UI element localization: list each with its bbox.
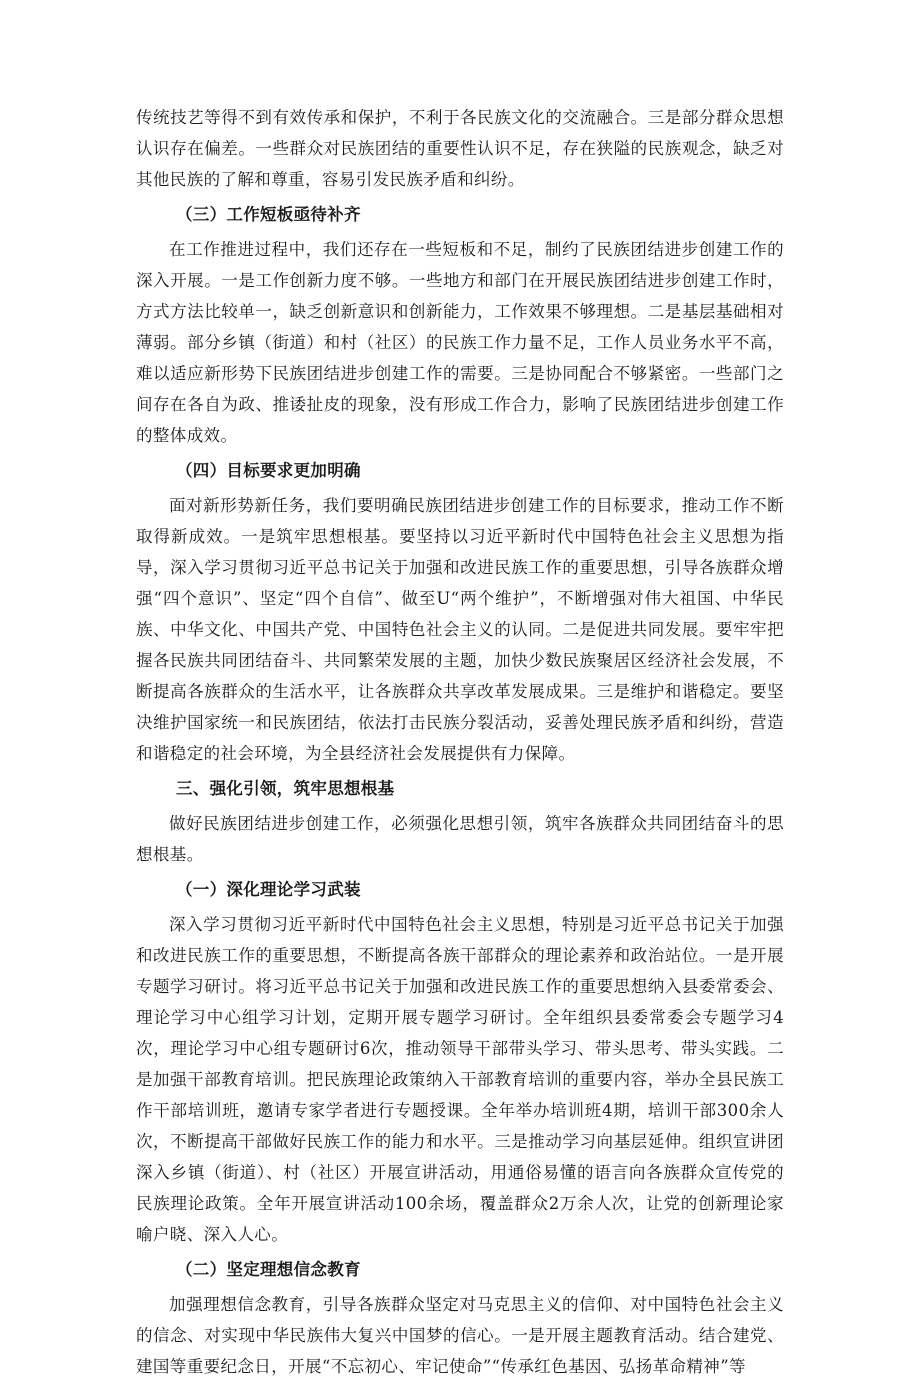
document-body bbox=[136, 102, 784, 1382]
paragraph: 加强理想信念教育，引导各族群众坚定对马克思主义的信仰、对中国特色社会主义的信念、对实现中华民族伟大复兴中国梦的信心。一是开展主题教育活动。结合建党、建国等重要纪念日，开展“不忘初心、牢记使命”“传承红色基因、弘扬革命精神”等 bbox=[136, 1295, 784, 1376]
section-heading: （二）坚定理想信念教育 bbox=[176, 1260, 361, 1279]
paragraph: 在工作推进过程中，我们还存在一些短板和不足，制约了民族团结进步创建工作的深入开展。一是工作创新力度不够。一些地方和部门在开展民族团结进步创建工作时，方式方法比较单一，缺乏创新意识和创新能力，工作效果不够理想。二是基层基础相对薄弱。部分乡镇（街道）和村（社区）的民族工作力量不足，工作人员业务水平不高，难以适应新形势下民族团结进步创建工作的需要。三是协同配合不够紧密。一些部门之间存在各自为政、推诿扯皮的现象，没有形成工作合力，影响了民族团结进步创建工作的整体成效。 bbox=[136, 240, 784, 445]
paragraph: 面对新形势新任务，我们要明确民族团结进步创建工作的目标要求，推动工作不断取得新成效。一是筑牢思想根基。要坚持以习近平新时代中国特色社会主义思想为指导，深入学习贯彻习近平总书记关于加强和改进民族工作的重要思想，引导各族群众增强“四个意识”、坚定“四个自信”、做至U“两个维护”，不断增强对伟大祖国、中华民族、中华文化、中国共产党、中国特色社会主义的认同。二是促进共同发展。要牢牢把握各民族共同团结奋斗、共同繁荣发展的主题，加快少数民族聚居区经济社会发展，不断提高各族群众的生活水平，让各族群众共享改革发展成果。三是维护和谐稳定。要坚决维护国家统一和民族团结，依法打击民族分裂活动，妥善处理民族矛盾和纠纷，营造和谐稳定的社会环境，为全县经济社会发展提供有力保障。 bbox=[136, 496, 784, 763]
paragraph: 深入学习贯彻习近平新时代中国特色社会主义思想，特别是习近平总书记关于加强和改进民族工作的重要思想，不断提高各族干部群众的理论素养和政治站位。一是开展专题学习研讨。将习近平总书记关于加强和改进民族工作的重要思想纳入县委常委会、理论学习中心组学习计划，定期开展专题学习研讨。全年组织县委常委会专题学习4次，理论学习中心组专题研讨6次，推动领导干部带头学习、带头思考、带头实践。二是加强干部教育培训。把民族理论政策纳入干部教育培训的重要内容，举办全县民族工作干部培训班，邀请专家学者进行专题授课。全年举办培训班4期，培训干部300余人次，不断提高干部做好民族工作的能力和水平。三是推动学习向基层延伸。组织宣讲团深入乡镇（街道）、村（社区）开展宣讲活动，用通俗易懂的语言向各族群众宣传党的民族理论政策。全年开展宣讲活动100余场，覆盖群众2万余人次，让党的创新理论家喻户晓、深入人心。 bbox=[136, 915, 784, 1244]
chapter-heading: 三、强化引领，筑牢思想根基 bbox=[176, 779, 395, 798]
section-heading: （四）目标要求更加明确 bbox=[176, 461, 361, 480]
section-heading: （一）深化理论学习武装 bbox=[176, 880, 361, 899]
paragraph: 做好民族团结进步创建工作，必须强化思想引领，筑牢各族群众共同团结奋斗的思想根基。 bbox=[136, 814, 784, 864]
section-heading: （三）工作短板亟待补齐 bbox=[176, 205, 361, 224]
paragraph: 传统技艺等得不到有效传承和保护，不利于各民族文化的交流融合。三是部分群众思想认识存在偏差。一些群众对民族团结的重要性认识不足，存在狭隘的民族观念，缺乏对其他民族的了解和尊重，容易引发民族矛盾和纠纷。 bbox=[136, 108, 784, 189]
